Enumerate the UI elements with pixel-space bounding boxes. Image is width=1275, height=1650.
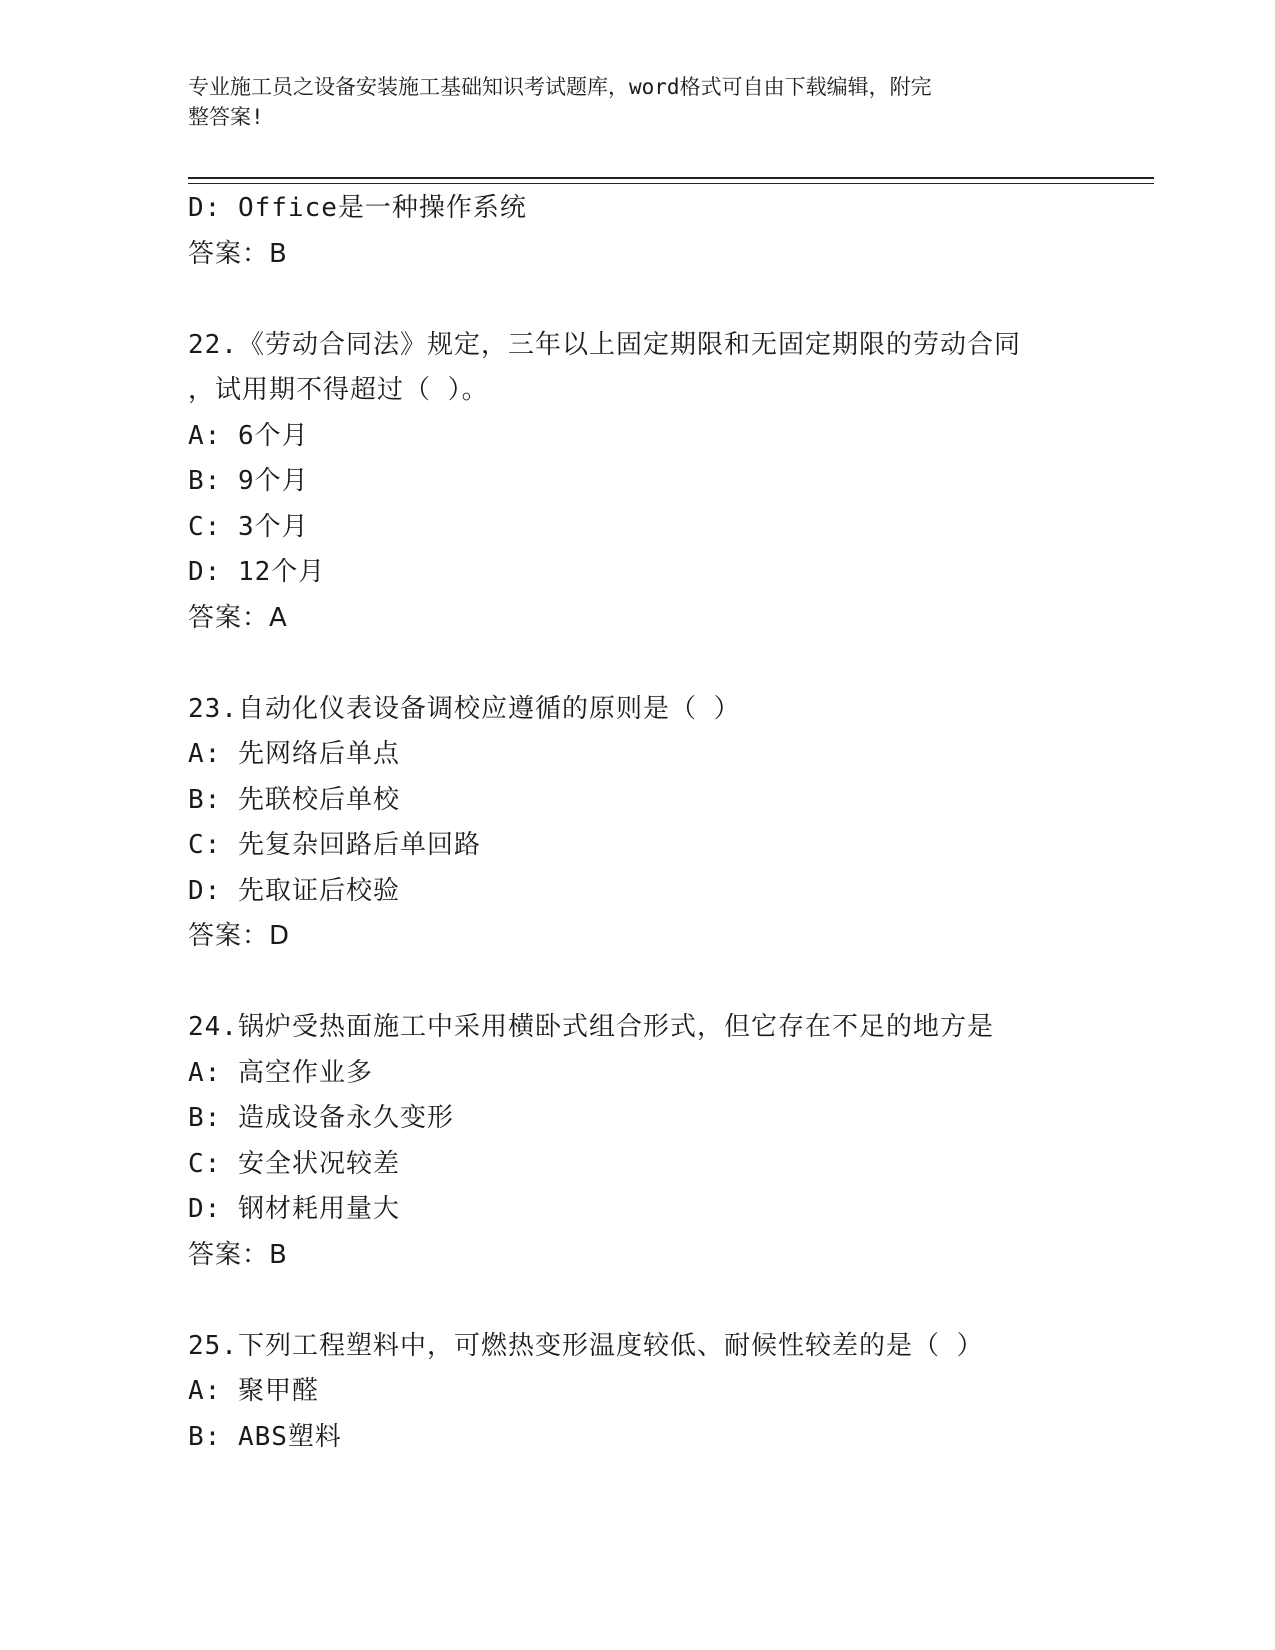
question-24-option-b: B: 造成设备永久变形 [188, 1103, 454, 1133]
spacer [188, 641, 1088, 687]
spacer [188, 960, 1088, 1006]
question-24-text: 24.锅炉受热面施工中采用横卧式组合形式，但它存在不足的地方是 [188, 1012, 994, 1042]
question-23-option-b: B: 先联校后单校 [188, 784, 400, 815]
question-24-answer: 答案：B [188, 1239, 288, 1270]
header-line-2: 整答案! [188, 105, 264, 129]
question-22-answer: 答案：A [188, 602, 288, 633]
question-22-text-line-1: 22.《劳动合同法》规定，三年以上固定期限和无固定期限的劳动合同 [188, 329, 1021, 360]
question-22-option-b: B: 9个月 [188, 466, 309, 496]
question-24-option-d: D: 钢材耗用量大 [188, 1194, 400, 1224]
question-list [188, 186, 1088, 1460]
question-22-option-c: C: 3个月 [188, 511, 309, 542]
question-23-answer: 答案：D [188, 921, 291, 951]
header-line-1: 专业施工员之设备安装施工基础知识考试题库，word格式可自由下载编辑，附完 [188, 75, 932, 99]
question-23-text: 23.自动化仪表设备调校应遵循的原则是（ ） [188, 693, 741, 724]
question-23-option-d: D: 先取证后校验 [188, 875, 400, 906]
header-divider-thick [188, 177, 1154, 179]
question-22-text-line-2: ，试用期不得超过（ ）。 [188, 375, 489, 405]
spacer [188, 1278, 1088, 1324]
spacer [188, 277, 1088, 323]
header-divider-thin [188, 183, 1154, 184]
question-22-option-a: A: 6个月 [188, 420, 309, 451]
question-24-option-c: C: 安全状况较差 [188, 1148, 400, 1179]
document-header [188, 72, 1068, 132]
question-25-option-b: B: ABS塑料 [188, 1421, 342, 1452]
question-24-option-a: A: 高空作业多 [188, 1057, 373, 1088]
question-25-text: 25.下列工程塑料中，可燃热变形温度较低、耐候性较差的是（ ） [188, 1330, 984, 1361]
question-23-option-c: C: 先复杂回路后单回路 [188, 830, 481, 860]
prev-answer: 答案：B [188, 238, 288, 269]
question-25-option-a: A: 聚甲醛 [188, 1376, 319, 1406]
prev-option-d: D: Office是一种操作系统 [188, 193, 527, 223]
question-22-option-d: D: 12个月 [188, 557, 326, 587]
question-23-option-a: A: 先网络后单点 [188, 739, 400, 769]
